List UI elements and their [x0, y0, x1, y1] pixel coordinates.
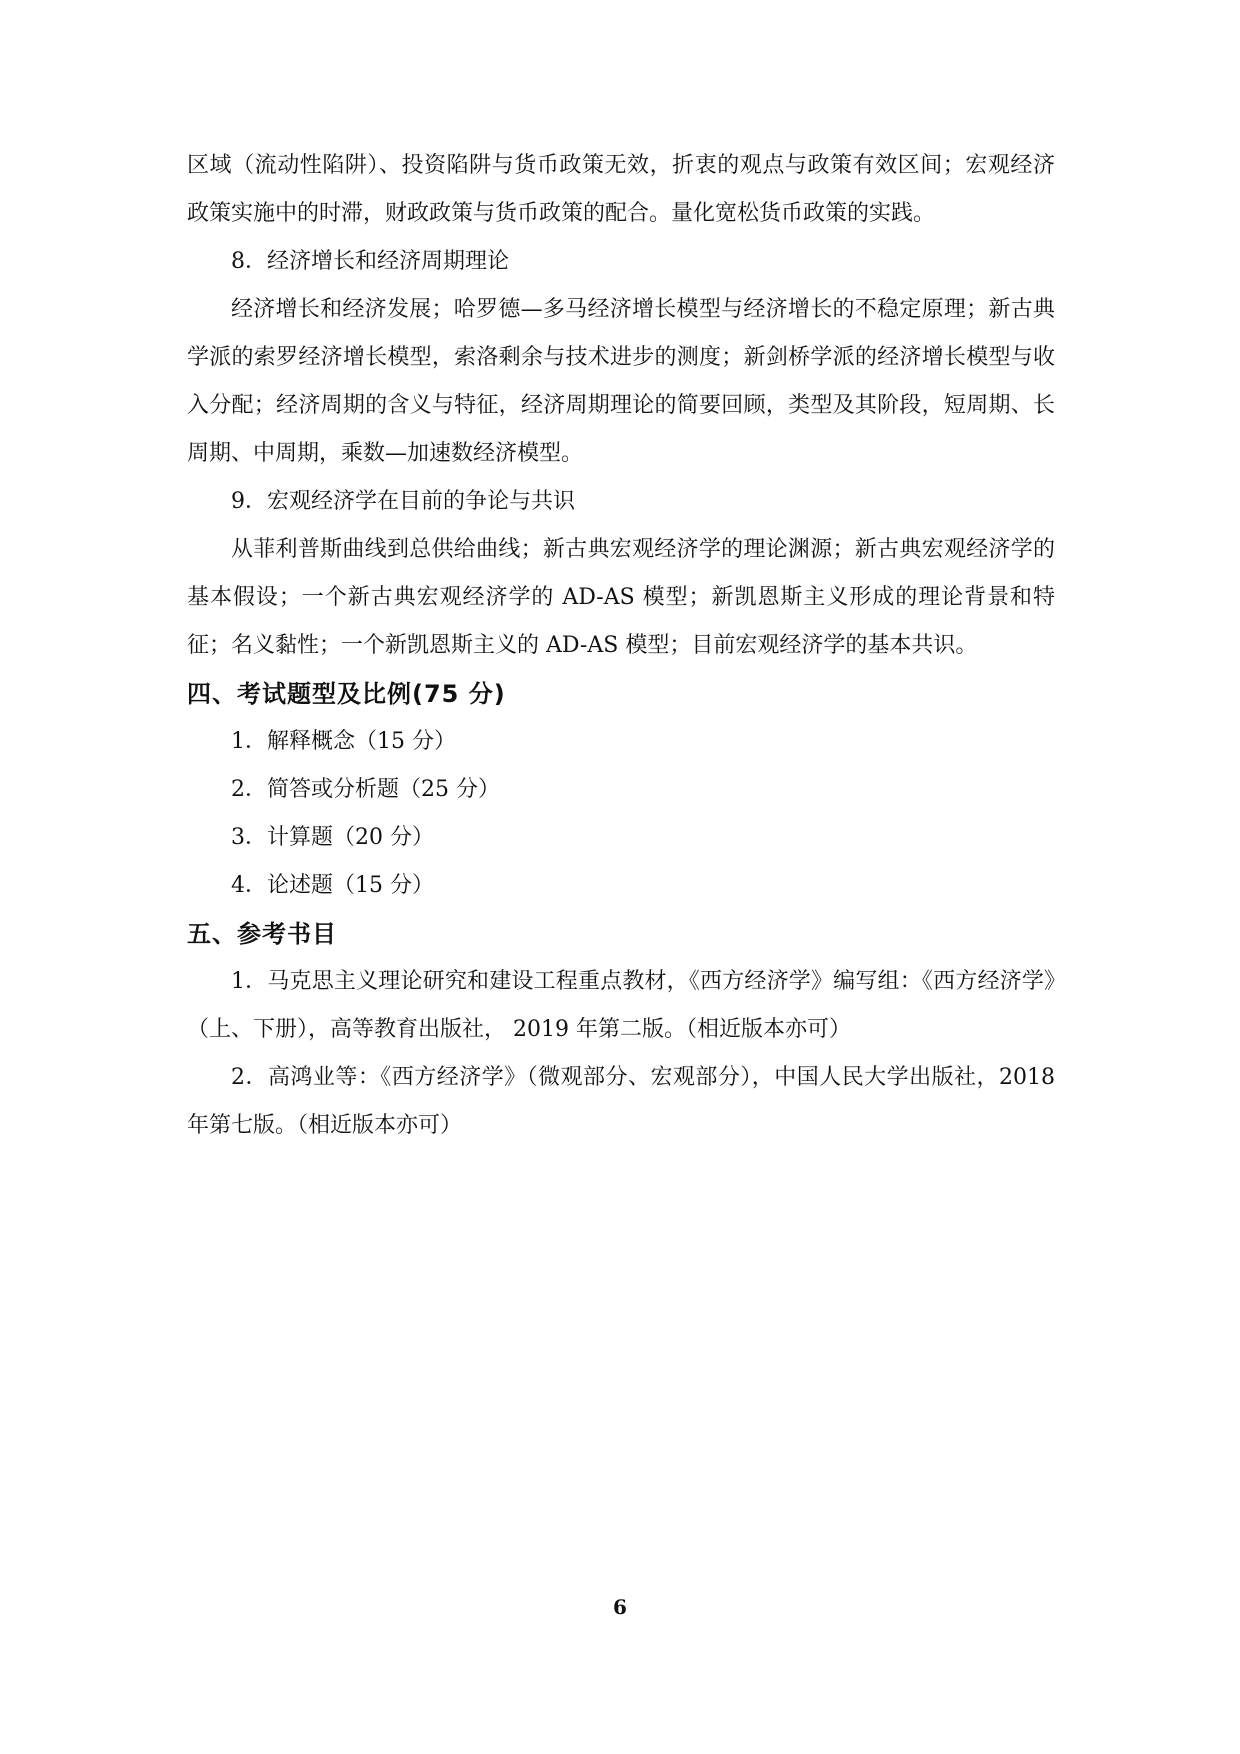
- reference-1: 1．马克思主义理论研究和建设工程重点教材，《西方经济学》编写组：《西方经济学》（上、下册），高等教育出版社， 2019 年第二版。（相近版本亦可）: [187, 969, 1055, 1042]
- section-four-heading: 四、考试题型及比例(75 分): [187, 680, 506, 708]
- page-number: 6: [613, 1595, 627, 1619]
- section-five-heading: 五、参考书目: [187, 920, 337, 948]
- exam-item-4: 4．论述题（15 分）: [231, 873, 434, 898]
- topic-9-body: 从菲利普斯曲线到总供给曲线；新古典宏观经济学的理论渊源；新古典宏观经济学的基本假设；一个新古典宏观经济学的 AD-AS 模型；新凯恩斯主义形成的理论背景和特征；名义黏性；一个新凯恩斯主义的 AD-AS 模型；目前宏观经济学的基本共识。: [187, 537, 1055, 658]
- reference-2: 2．高鸿业等：《西方经济学》（微观部分、宏观部分），中国人民大学出版社，2018 年第七版。（相近版本亦可）: [187, 1065, 1055, 1138]
- topic-8-body: 经济增长和经济发展；哈罗德—多马经济增长模型与经济增长的不稳定原理；新古典学派的索罗经济增长模型，索洛剩余与技术进步的测度；新剑桥学派的经济增长模型与收入分配；经济周期的含义与特征，经济周期理论的简要回顾，类型及其阶段，短周期、长周期、中周期，乘数—加速数经济模型。: [187, 297, 1055, 466]
- document-body: [187, 142, 1055, 1150]
- topic-8-title: 8．经济增长和经济周期理论: [231, 249, 509, 274]
- exam-item-2: 2．简答或分析题（25 分）: [231, 777, 500, 802]
- exam-item-3: 3．计算题（20 分）: [231, 825, 434, 850]
- topic-9-title: 9．宏观经济学在目前的争论与共识: [231, 489, 575, 514]
- exam-item-1: 1．解释概念（15 分）: [231, 729, 456, 754]
- continued-paragraph: 区域（流动性陷阱）、投资陷阱与货币政策无效，折衷的观点与政策有效区间；宏观经济政策实施中的时滞，财政政策与货币政策的配合。量化宽松货币政策的实践。: [187, 153, 1055, 226]
